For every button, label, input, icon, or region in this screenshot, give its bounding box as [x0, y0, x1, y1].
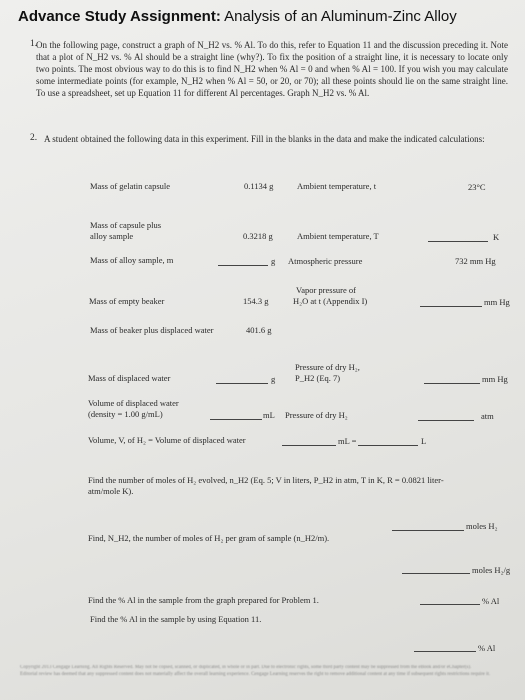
volume-water-label-2: (density = 1.00 g/mL) [88, 409, 163, 419]
gelatin-capsule-label: Mass of gelatin capsule [90, 181, 171, 191]
volume-water-blank[interactable] [210, 419, 262, 420]
title-rest: Analysis of an Aluminum-Zinc Alloy [220, 8, 457, 25]
question-2-number: 2. [30, 133, 38, 143]
displaced-water-blank[interactable] [216, 383, 268, 384]
displaced-water-label: Mass of displaced water [88, 373, 171, 383]
vapor-pressure-unit: mm Hg [484, 297, 510, 307]
capsule-alloy-label-1: Mass of capsule plus [90, 220, 162, 230]
alloy-mass-unit: g [271, 256, 276, 266]
al-equation-unit: % Al [478, 643, 496, 653]
nh2-unit: moles H₂/g [472, 565, 511, 575]
beaker-water-value: 401.6 g [246, 325, 272, 335]
moles-h2-unit: moles H₂ [466, 521, 498, 531]
h2-volume-ml-unit: mL = [338, 436, 357, 446]
copyright-line-2: Editorial review has deemed that any suppressed content does not materially affect the overall learning experience. Cengage Learning reserves the right to remove additional content at any time if subsequent rights restrictions require it. [20, 672, 491, 677]
dry-h2-pressure-blank[interactable] [424, 383, 480, 384]
moles-h2-instruction-1: Find the number of moles of H₂ evolved, n_H2 (Eq. 5; V in liters, P_H2 in atm, T in K, R = 0.0821 liter- [88, 475, 444, 485]
al-graph-unit: % Al [482, 596, 500, 606]
nh2-instruction: Find, N_H2, the number of moles of H₂ per gram of sample (n_H2/m). [88, 533, 330, 543]
page-title [18, 8, 457, 25]
dry-h2-atm-label: Pressure of dry H₂ [285, 410, 348, 420]
atmospheric-pressure-label: Atmospheric pressure [288, 256, 363, 266]
dry-h2-pressure-label-1: Pressure of dry H₂, [295, 362, 360, 372]
copyright-line-1: Copyright 2013 Cengage Learning. All Rights Reserved. May not be copied, scanned, or duplicated, in whole or in part. Due to electronic rights, some third party content may be suppressed from the eBook and/or eChapter(s). [20, 665, 472, 670]
dry-h2-atm-blank[interactable] [418, 420, 474, 421]
capsule-alloy-label-2: alloy sample [90, 231, 134, 241]
capsule-alloy-value: 0.3218 g [243, 231, 273, 241]
ambient-temp-k-label: Ambient temperature, T [297, 231, 379, 241]
gelatin-capsule-value: 0.1134 g [244, 181, 274, 191]
h2-volume-ml-blank[interactable] [282, 445, 336, 446]
alloy-mass-label: Mass of alloy sample, m [90, 255, 174, 265]
alloy-mass-blank[interactable] [218, 265, 268, 266]
empty-beaker-value: 154.3 g [243, 296, 269, 306]
vapor-pressure-label-1: Vapor pressure of [296, 285, 356, 295]
volume-water-label-1: Volume of displaced water [88, 398, 179, 408]
dry-h2-pressure-label-2: P_H2 (Eq. 7) [295, 373, 341, 383]
question-1-number: 1. [30, 39, 38, 49]
question-1-text: On the following page, construct a graph of N_H2 vs. % Al. To do this, refer to Equation 11 and the discussion preceding it. Note that a plot of N_H2 vs. % Al should be a straight line (why?). To fix the position of a straight line, it is necessary to locate only two points. The most obvious way to do this is to find N_H2 when % Al = 0 and when % Al = 100. If you wish you may calculate some intermediate points (for example, N_H2 when % Al = 50, or 20, or 70); all these points should lie on the same straight line. To use a spreadsheet, set up Equation 11 for different Al percentages. Graph N_H2 vs. % Al. [36, 40, 508, 99]
nh2-blank[interactable] [402, 573, 470, 574]
h2-volume-l-unit: L [421, 436, 427, 446]
h2-volume-label: Volume, V, of H₂ = Volume of displaced water [88, 435, 246, 445]
vapor-pressure-label-2: H₂O at t (Appendix I) [293, 296, 368, 306]
displaced-water-unit: g [271, 374, 276, 384]
moles-h2-blank[interactable] [392, 530, 464, 531]
moles-h2-instruction-2: atm/mole K). [88, 486, 134, 496]
ambient-temp-c-label: Ambient temperature, t [297, 181, 377, 191]
empty-beaker-label: Mass of empty beaker [89, 296, 165, 306]
dry-h2-atm-unit: atm [481, 411, 494, 421]
al-equation-blank[interactable] [414, 651, 476, 652]
ambient-temp-k-blank[interactable] [428, 241, 488, 242]
copyright-footer [20, 664, 508, 678]
dry-h2-pressure-unit: mm Hg [482, 374, 508, 384]
title-bold: Advance Study Assignment: [18, 8, 221, 25]
vapor-pressure-blank[interactable] [420, 306, 482, 307]
h2-volume-l-blank[interactable] [358, 445, 418, 446]
volume-water-unit: mL [263, 410, 275, 420]
ambient-temp-c-value: 23°C [468, 182, 486, 192]
al-graph-blank[interactable] [420, 604, 480, 605]
beaker-water-label: Mass of beaker plus displaced water [90, 325, 214, 335]
atmospheric-pressure-value: 732 mm Hg [455, 256, 496, 266]
al-equation-instruction: Find the % Al in the sample by using Equation 11. [90, 614, 262, 624]
al-graph-instruction: Find the % Al in the sample from the graph prepared for Problem 1. [88, 595, 319, 605]
question-2-text: A student obtained the following data in this experiment. Fill in the blanks in the data and make the indicated calculations: [44, 134, 485, 144]
ambient-temp-k-unit: K [493, 232, 500, 242]
